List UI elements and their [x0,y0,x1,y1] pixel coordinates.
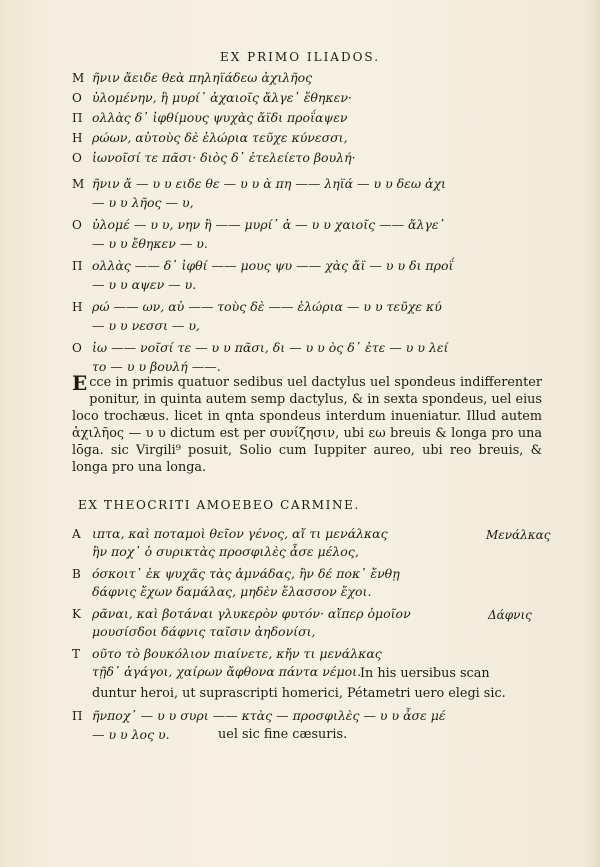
section-heading-iliad: EX PRIMO ILIADOS. [219,50,381,64]
verse-line [72,90,552,106]
page-gutter-shadow [586,0,600,867]
scansion-text: — υ υ ἔθηκεν — υ. [92,236,208,251]
scansion-text: ολλὰς —— δ᾽ ἰφθί —— μους ψυ —— χὰς ἄϊ — υ υ δι προΐ [92,258,454,273]
verse-initial: O [72,91,82,105]
verse-initial: K [72,607,81,621]
verse-line [72,584,552,600]
scansion-text: ῆνποχ᾽ — υ υ συρι —— κτὰς — προσφιλὲς — υ υ ἆσε μέ [92,708,446,723]
scansion-text: — υ υ νεσσι — υ, [92,318,200,333]
verse-line [72,606,552,622]
scansion-line [72,359,552,375]
verse-line [72,544,552,560]
scansion-text: ὐλομέ — υ υ, νην ἣ —— μυρί᾽ ἀ — υ υ χαιοῖς —— ἄλγε᾽ [92,217,445,232]
drop-cap-initial: E [72,371,88,395]
verse-initial: Π [72,111,83,125]
scansion-line [72,318,552,334]
verse-text: μουσίσδοι δάφνις ταῖσιν ἀηδονίσι, [92,624,316,639]
verse-initial: O [72,151,82,165]
verse-text: ῆνιν ἄειδε θεὰ πηληϊάδεω ἀχιλῆος [92,70,313,85]
verse-line [72,110,552,126]
verse-initial: M [72,177,85,191]
verse-text: ἣν ποχ᾽ ὁ συρικτὰς προσφιλὲς ἆσε μέλος, [92,544,359,559]
latin-note-line-2: duntur heroi, ut suprascripti homerici, Pétametri uero elegi sic. [92,686,506,701]
verse-text: δάφνις ἔχων δαμάλας, μηδὲν ἔλασσον ἔχοι. [92,584,372,599]
verse-text: ρᾶναι, καὶ βοτάναι γλυκερὸν φυτόν· αἴπερ ὁμοῖον [92,606,411,621]
section-heading-theocritus: EX THEOCRITI AMOEBEO CARMINE. [78,498,360,512]
scansion-line [72,217,552,233]
verse-text: όσκοιτ᾽ ἐκ ψυχᾶς τὰς ἀμνάδας, ἢν δέ ποκ᾽ ἔνθῃ [92,566,400,581]
verse-initial: O [72,218,82,232]
verse-line [72,526,552,542]
verse-text: ολλὰς δ᾽ ἰφθίμους ψυχὰς ἄϊδι προΐαψεν [92,110,348,125]
verse-line [72,624,552,640]
verse-initial: Π [72,709,83,723]
verse-initial: H [72,131,83,145]
verse-line [72,646,552,662]
scansion-line [72,299,552,315]
scansion-text: ρώ —— ων, αὐ —— τοὺς δὲ —— ἑλώρια — υ υ τεῦχε κύ [92,299,442,314]
scansion-line [72,708,552,724]
latin-commentary-paragraph [72,371,542,476]
scansion-text: ἰω —— νοῖσί τε — υ υ πᾶσι, δι — υ υ ὸς δ᾽ ἐτε — υ υ λεί [92,340,449,355]
scansion-text: ῆνιν ἄ — υ υ ειδε θε — υ υ ὰ πη —— ληϊά — υ υ δεω ἀχι [92,176,446,191]
latin-final-note: uel sic fine cæsuris. [218,727,348,742]
verse-text: ὐλομένην, ἣ μυρί᾽ ἀχαιοῖς ἄλγε᾽ ἔθηκεν· [92,90,352,105]
verse-initial: O [72,341,82,355]
scansion-line [72,258,552,274]
commentary-text: cce in primis quatuor sedibus uel dactylus uel spondeus indifferenter ponitur, in quinta autem semp dactylus, & in sexta spondeus, uel eius loco trochæus. licet in qnta spondeus interdum inueniatur. Illud autem ἀχιλῆος — υ υ dictum est per συνίζησιν, ubi εω breuis & longa pro una lōga. sic Virgili⁹ posuit, Solio cum Iuppiter aureo, ubi reo breuis, & longa pro una longa. [72,375,542,475]
scansion-line [72,340,552,356]
scansion-line [72,195,552,211]
scansion-text: το — υ υ βουλή ——. [92,359,221,374]
verse-text: τῇδ᾽ ἀγάγοι, χαίρων ἄφθονα πάντα νέμοι. [92,664,362,679]
verse-initial: B [72,567,81,581]
verse-line [72,130,552,146]
theocritus-verse-block [72,526,552,680]
speaker-note-daphnis: Δάφνις [488,608,532,622]
verse-line [72,150,552,166]
verse-initial: M [72,71,85,85]
verse-line [72,566,552,582]
verse-initial: H [72,300,83,314]
scansion-text: — υ υ αψεν — υ. [92,277,197,292]
verse-text: ἰωνοῖσί τε πᾶσι· διὸς δ᾽ ἐτελείετο βουλή· [92,150,356,165]
scansion-line [72,236,552,252]
scansion-text: — υ υ λῆος — υ, [92,195,194,210]
verse-text: ιπτα, καὶ ποταμοὶ θεῖον γένος, αἴ τι μενάλκας [92,526,388,541]
verse-text: ρώων, αὐτοὺς δὲ ἑλώρια τεῦχε κύνεσσι, [92,130,348,145]
scansion-line [72,277,552,293]
scansion-text: — υ υ λος υ. [92,727,170,742]
latin-note-line-1: In his uersibus scan [360,666,490,681]
verse-text: οῦτο τὸ βουκόλιον πιαίνετε, κἤν τι μενάλκας [92,646,382,661]
verse-initial: T [72,647,81,661]
scansion-line [72,176,552,192]
speaker-note-menalcas: Μενάλκας [486,528,551,542]
verse-line [72,70,552,86]
verse-initial: Π [72,259,83,273]
iliad-verse-block [72,70,552,166]
iliad-scansion-block [72,176,552,375]
verse-initial: A [72,527,81,541]
